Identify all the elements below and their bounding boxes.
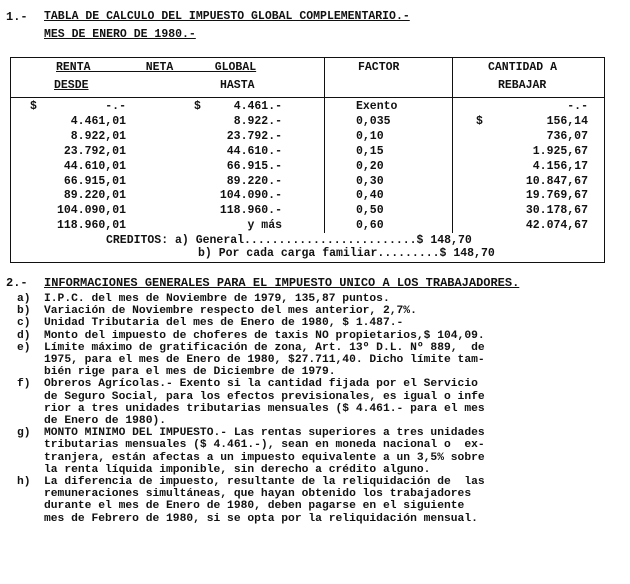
- rebajar-value: 30.178,67: [525, 204, 588, 218]
- rebajar-value: 4.156,17: [532, 159, 588, 173]
- header-factor: FACTOR: [358, 61, 400, 74]
- desde-value: 44.610,01: [63, 159, 126, 173]
- table-header-rule: [10, 97, 605, 98]
- item-letter: b): [17, 305, 31, 318]
- hasta-value: 118.960.-: [219, 204, 282, 218]
- hasta-value: 89.220.-: [226, 174, 282, 188]
- rebajar-value: 19.769,67: [525, 189, 588, 203]
- desde-value: 66.915,01: [63, 174, 126, 188]
- factor-value: 0,10: [356, 129, 384, 143]
- factor-value: 0,035: [356, 114, 391, 128]
- header-desde: DESDE: [54, 79, 89, 92]
- desde-value: 4.461,01: [70, 114, 126, 128]
- rebajar-value: 42.074,67: [525, 219, 588, 233]
- desde-value: 8.922,01: [70, 129, 126, 143]
- section-1-title: TABLA DE CALCULO DEL IMPUESTO GLOBAL COMPLEMENTARIO.-: [44, 10, 410, 23]
- table-divider-factor: [324, 57, 325, 233]
- section-2-title: INFORMACIONES GENERALES PARA EL IMPUESTO UNICO A LOS TRABAJADORES.: [44, 276, 520, 290]
- desde-value: 118.960,01: [56, 219, 126, 233]
- hasta-value: 23.792.-: [226, 129, 282, 143]
- desde-value: 104.090,01: [56, 204, 126, 218]
- rebajar-value: -.-: [567, 100, 588, 113]
- rebajar-currency: $: [476, 114, 483, 128]
- rebajar-value: 10.847,67: [525, 174, 588, 188]
- header-cantidad: CANTIDAD A: [488, 61, 558, 74]
- item-text-line: Unidad Tributaria del mes de Enero de 1980, $ 1.487.-: [44, 317, 404, 330]
- factor-value: 0,20: [356, 159, 384, 173]
- item-text-line: Límite máximo de gratificación de zona, Art. 13º D.L. Nº 889, de: [44, 341, 485, 354]
- item-letter: e): [17, 341, 31, 354]
- rebajar-value: 736,07: [546, 129, 588, 143]
- desde-value: -.-: [105, 100, 126, 113]
- factor-value: 0,30: [356, 174, 384, 188]
- item-text-line: durante el mes de Enero de 1980, deben pagarse en el siguiente: [44, 500, 465, 513]
- hasta-value: 44.610.-: [226, 144, 282, 158]
- creditos-carga-familiar: b) Por cada carga familiar.........$ 148,70: [198, 247, 495, 260]
- item-text-line: Obreros Agrícolas.- Exento si la cantidad fijada por el Servicio: [44, 378, 478, 391]
- header-renta-neta-global: RENTA NETA GLOBAL: [56, 61, 257, 74]
- hasta-value: 4.461.-: [233, 100, 282, 113]
- item-text-line: la renta líquida imponible, sin derecho a crédito alguno.: [44, 463, 431, 476]
- item-text-line: bién rige para el mes de Diciembre de 1979.: [44, 366, 336, 379]
- factor-value: 0,15: [356, 144, 384, 158]
- hasta-value: 66.915.-: [226, 159, 282, 173]
- factor-value: Exento: [356, 100, 398, 113]
- item-letter: h): [17, 476, 31, 488]
- hasta-currency: $: [194, 100, 201, 113]
- factor-value: 0,50: [356, 204, 384, 218]
- item-text-line: Variación de Noviembre respecto del mes anterior, 2,7%.: [44, 305, 417, 318]
- item-text-line: tributarias mensuales ($ 4.461.-), sean en moneda nacional o ex-: [44, 439, 485, 452]
- table-divider-rebajar: [452, 57, 453, 233]
- item-text-line: rior a tres unidades tributarias mensuales ($ 4.461.- para el mes: [44, 402, 485, 415]
- creditos-general: CREDITOS: a) General.........................$ 148,70: [106, 234, 472, 247]
- item-letter: f): [17, 378, 31, 391]
- rebajar-value: 156,14: [546, 114, 588, 128]
- item-letter: a): [17, 293, 31, 305]
- hasta-value: 104.090.-: [219, 189, 282, 203]
- desde-value: 23.792,01: [63, 144, 126, 158]
- desde-currency: $: [30, 100, 37, 113]
- item-text-line: de Enero de 1980).: [44, 415, 167, 427]
- rebajar-value: 1.925,67: [532, 144, 588, 158]
- item-text-line: La diferencia de impuesto, resultante de la reliquidación de las: [44, 476, 485, 488]
- header-hasta: HASTA: [220, 79, 255, 92]
- item-text-line: mes de Febrero de 1980, si se opta por la reliquidación mensual.: [44, 512, 478, 525]
- item-text-line: de Seguro Social, para los efectos previsionales, es igual o infe: [44, 390, 485, 403]
- section-1-subtitle: MES DE ENERO DE 1980.-: [44, 28, 196, 41]
- hasta-value: y más: [247, 219, 282, 233]
- section-1-number: 1.-: [6, 10, 28, 24]
- item-text-line: 1975, para el mes de Enero de 1980, $27.711,40. Dicho límite tam-: [44, 354, 485, 366]
- header-rebajar-label: REBAJAR: [498, 79, 547, 92]
- hasta-value: 8.922.-: [233, 114, 282, 128]
- item-text-line: I.P.C. del mes de Noviembre de 1979, 135,87 puntos.: [44, 293, 390, 305]
- item-text-line: remuneraciones simultáneas, que hayan obtenido los trabajadores: [44, 488, 472, 501]
- item-letter: d): [17, 329, 31, 342]
- item-text-line: tranjera, están afectas a un impuesto equivalente a un 3,5% sobre: [44, 451, 485, 464]
- item-letter: c): [17, 317, 31, 330]
- factor-value: 0,60: [356, 219, 384, 233]
- factor-value: 0,40: [356, 189, 384, 203]
- item-text-line: Monto del impuesto de choferes de taxis NO propietarios,$ 104,09.: [44, 329, 485, 342]
- section-2-number: 2.-: [6, 276, 28, 290]
- item-text-line: MONTO MINIMO DEL IMPUESTO.- Las rentas superiores a tres unidades: [44, 427, 485, 440]
- item-letter: g): [17, 427, 31, 440]
- desde-value: 89.220,01: [63, 189, 126, 203]
